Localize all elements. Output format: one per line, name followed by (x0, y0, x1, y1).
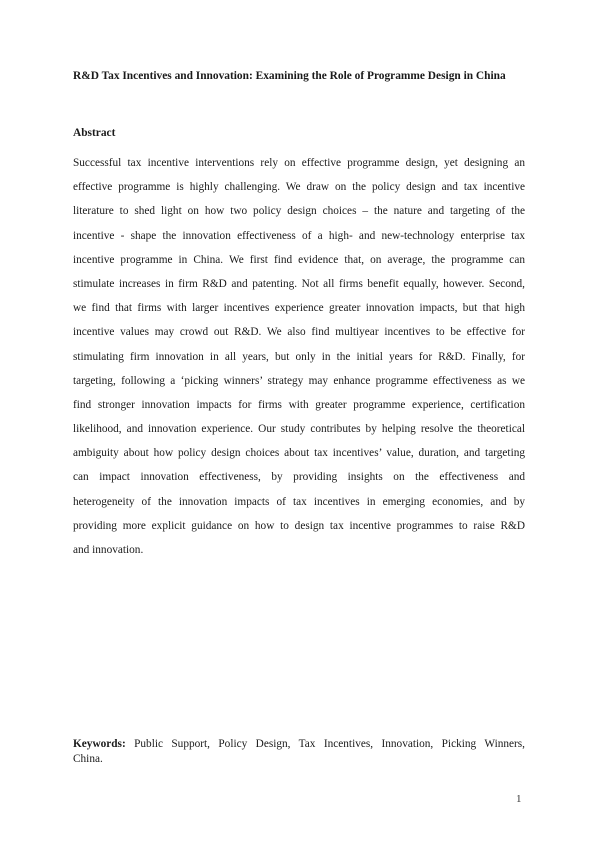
abstract-line: stimulate increases in firm R&D and patenting. Not all firms benefit equally, however. Second, (73, 277, 525, 290)
abstract-line: likelihood, and innovation experience. Our study contributes by helping resolve the theoretical (73, 423, 525, 436)
paper-title: R&D Tax Incentives and Innovation: Examining the Role of Programme Design in China (73, 70, 506, 82)
keywords-section (73, 737, 525, 767)
keywords-line (73, 737, 525, 752)
keywords-text: Public Support, Policy Design, Tax Incentives, Innovation, Picking Winners, (134, 738, 526, 750)
keywords-label: Keywords: (73, 738, 126, 750)
abstract-line: ambiguity about how policy design choices about tax incentives’ value, duration, and targeting (73, 447, 525, 460)
keywords-line: China. (73, 753, 103, 765)
abstract-line: incentive values may crowd out R&D. We also find multiyear incentives to be effective for (73, 326, 525, 339)
abstract-line: we find that firms with larger incentives experience greater innovation impacts, but that high (73, 302, 525, 315)
abstract-line: Successful tax incentive interventions rely on effective programme design, yet designing an (73, 157, 525, 169)
abstract-line: targeting, following a ‘picking winners’ strategy may enhance programme effectiveness as we (73, 374, 525, 387)
abstract-line: effective programme is highly challenging. We draw on the policy design and tax incentive (73, 181, 525, 194)
abstract-line: incentive programme in China. We first find evidence that, on average, the programme can (73, 253, 525, 266)
page-number: 1 (516, 793, 522, 805)
abstract-line: stimulating firm innovation in all years, but only in the initial years for R&D. Finally, for (73, 350, 525, 363)
abstract-line: can impact innovation effectiveness, by providing insights on the effectiveness and (73, 471, 525, 484)
abstract-line: find stronger innovation impacts for firms with greater programme experience, certification (73, 398, 525, 411)
abstract-line: and innovation. (73, 544, 144, 556)
abstract-line: incentive - shape the innovation effectiveness of a high- and new-technology enterprise tax (73, 229, 525, 242)
abstract-line: providing more explicit guidance on how to design tax incentive programmes to raise R&D (73, 519, 525, 532)
abstract-body (73, 151, 525, 562)
abstract-line: heterogeneity of the innovation impacts of tax incentives in emerging economies, and by (73, 495, 525, 508)
abstract-heading: Abstract (73, 127, 116, 139)
abstract-line: literature to shed light on how two policy design choices – the nature and targeting of the (73, 205, 525, 218)
